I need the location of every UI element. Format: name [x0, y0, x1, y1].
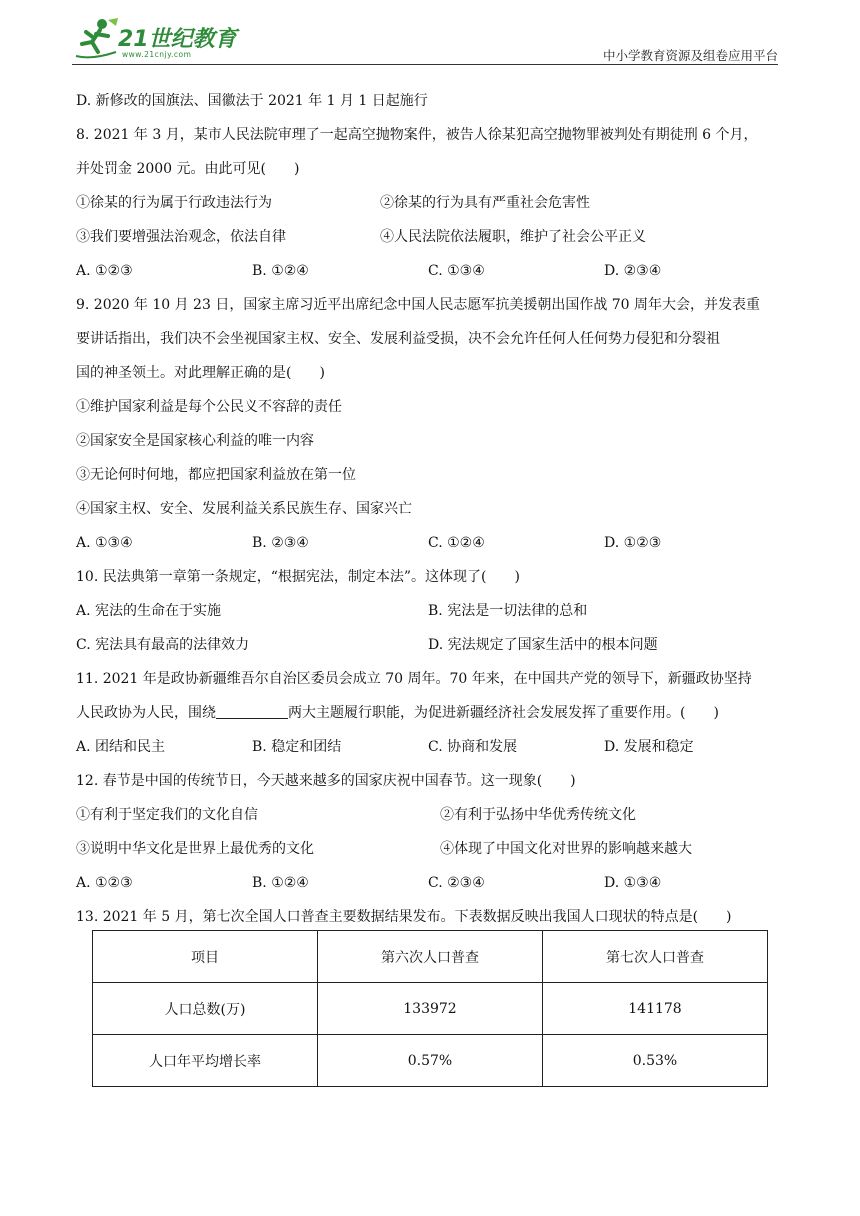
- option-item: A. ①③④: [76, 535, 133, 551]
- option-item: A. ①②③: [76, 263, 133, 279]
- option-item: D. 发展和稳定: [604, 739, 694, 755]
- header-divider: [72, 64, 778, 65]
- line-text: 并处罚金 2000 元。由此可见( ): [76, 161, 300, 177]
- option-item: A. 宪法的生命在于实施: [76, 603, 222, 619]
- text-line: [76, 258, 776, 292]
- line-text: 12. 春节是中国的传统节日，今天越来越多的国家庆祝中国春节。这一现象( ): [76, 773, 576, 789]
- option-item: ②有利于弘扬中华优秀传统文化: [440, 807, 636, 823]
- fill-blank: [216, 702, 288, 719]
- option-item: A. 团结和民主: [76, 739, 166, 755]
- text-line: [76, 326, 776, 360]
- text-line: [76, 768, 776, 802]
- option-item: C. ①③④: [428, 263, 485, 279]
- text-line: [76, 836, 776, 870]
- table-row: [93, 983, 768, 1035]
- text-line: [76, 870, 776, 904]
- option-item: ④体现了中国文化对世界的影响越来越大: [440, 841, 692, 857]
- text-line: [76, 88, 776, 122]
- option-item: D. ①②③: [604, 535, 662, 551]
- table-row: [93, 1035, 768, 1087]
- line-text: 两大主题履行职能，为促进新疆经济社会发展发挥了重要作用。( ): [288, 705, 719, 721]
- text-line: [76, 224, 776, 258]
- text-line: [76, 360, 776, 394]
- option-item: ①徐某的行为属于行政违法行为: [76, 195, 272, 211]
- logo-text: 21世纪教育: [118, 27, 237, 52]
- option-item: ④人民法院依法履职，维护了社会公平正义: [380, 229, 646, 245]
- table-header-cell: 第七次人口普查: [543, 931, 768, 983]
- line-text: 国的神圣领土。对此理解正确的是( ): [76, 365, 325, 381]
- text-line: [76, 598, 776, 632]
- table-header-row: [93, 931, 768, 983]
- option-item: B. ①②④: [252, 263, 309, 279]
- option-item: C. 宪法具有最高的法律效力: [76, 637, 250, 653]
- option-item: D. 宪法规定了国家生活中的根本问题: [428, 637, 658, 653]
- option-item: D. ②③④: [604, 263, 662, 279]
- line-text: 13. 2021 年 5 月，第七次全国人口普查主要数据结果发布。下表数据反映出我国人口现状的特点是( ): [76, 909, 732, 925]
- question-content: [76, 88, 776, 938]
- table-header-cell: 项目: [93, 931, 318, 983]
- text-line: [76, 394, 776, 428]
- option-item: B. 稳定和团结: [252, 739, 342, 755]
- option-item: B. ②③④: [252, 535, 309, 551]
- table-header-cell: 第六次人口普查: [318, 931, 543, 983]
- table-cell: 0.57%: [318, 1035, 543, 1087]
- table-cell: 人口总数(万): [93, 983, 318, 1035]
- text-line: [76, 564, 776, 598]
- line-text: 要讲话指出，我们决不会坐视国家主权、安全、发展利益受损，决不会允许任何人任何势力侵犯和分裂祖: [76, 331, 720, 347]
- table-cell: 人口年平均增长率: [93, 1035, 318, 1087]
- line-text: ①维护国家利益是每个公民义不容辞的责任: [76, 399, 342, 415]
- line-text: 10. 民法典第一章第一条规定，“根据宪法，制定本法”。这体现了( ): [76, 569, 520, 585]
- text-line: [76, 292, 776, 326]
- text-line: [76, 632, 776, 666]
- line-text: D. 新修改的国旗法、国徽法于 2021 年 1 月 1 日起施行: [76, 93, 428, 109]
- table-cell: 141178: [543, 983, 768, 1035]
- option-item: ③我们要增强法治观念，依法自律: [76, 229, 286, 245]
- line-text: 9. 2020 年 10 月 23 日，国家主席习近平出席纪念中国人民志愿军抗美援朝出国作战 70 周年大会，并发表重: [76, 297, 761, 313]
- option-item: ①有利于坚定我们的文化自信: [76, 807, 258, 823]
- option-item: A. ①②③: [76, 875, 133, 891]
- table-cell: 0.53%: [543, 1035, 768, 1087]
- line-text: ②国家安全是国家核心利益的唯一内容: [76, 433, 314, 449]
- census-table: [92, 930, 768, 1087]
- platform-title: 中小学教育资源及组卷应用平台: [602, 48, 778, 63]
- option-item: B. ①②④: [252, 875, 309, 891]
- option-item: C. ①②④: [428, 535, 485, 551]
- line-text: 11. 2021 年是政协新疆维吾尔自治区委员会成立 70 周年。70 年来，在中国共产党的领导下，新疆政协坚持: [76, 671, 752, 687]
- option-item: C. ②③④: [428, 875, 485, 891]
- option-item: C. 协商和发展: [428, 739, 518, 755]
- text-line: [76, 700, 776, 734]
- text-line: [76, 122, 776, 156]
- text-line: [76, 666, 776, 700]
- text-line: [76, 462, 776, 496]
- text-line: [76, 156, 776, 190]
- runner-logo-icon: [72, 16, 122, 62]
- option-item: D. ①③④: [604, 875, 662, 891]
- logo-url: www.21cnjy.com: [122, 50, 192, 59]
- line-text: ③无论何时何地，都应把国家利益放在第一位: [76, 467, 356, 483]
- option-item: ②徐某的行为具有严重社会危害性: [380, 195, 590, 211]
- text-line: [76, 496, 776, 530]
- page-header: [72, 16, 778, 64]
- text-line: [76, 802, 776, 836]
- line-text: 8. 2021 年 3 月，某市人民法院审理了一起高空抛物案件，被告人徐某犯高空抛物罪被判处有期徒刑 6 个月，: [76, 127, 758, 143]
- option-item: B. 宪法是一切法律的总和: [428, 603, 588, 619]
- text-line: [76, 734, 776, 768]
- table-cell: 133972: [318, 983, 543, 1035]
- line-text: 人民政协为人民，围绕: [76, 705, 216, 721]
- text-line: [76, 190, 776, 224]
- text-line: [76, 530, 776, 564]
- line-text: ④国家主权、安全、发展利益关系民族生存、国家兴亡: [76, 501, 412, 517]
- text-line: [76, 428, 776, 462]
- logo: [72, 16, 262, 62]
- option-item: ③说明中华文化是世界上最优秀的文化: [76, 841, 314, 857]
